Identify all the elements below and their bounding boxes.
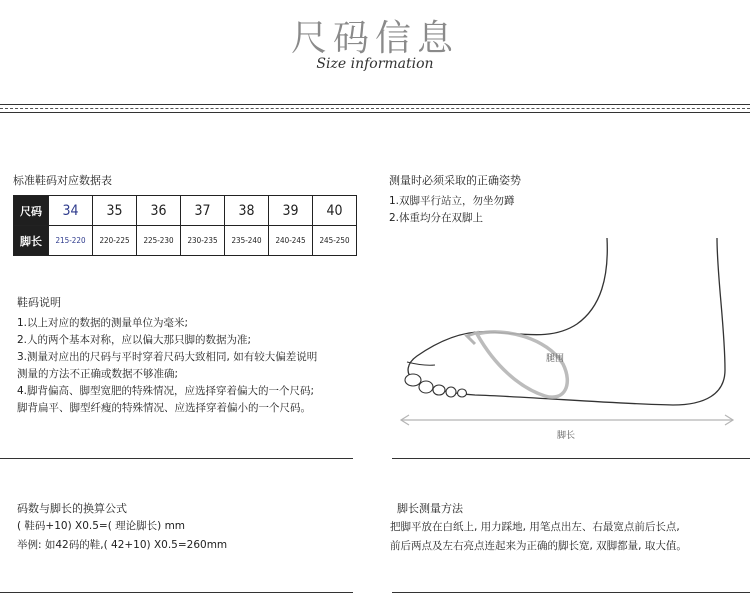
length-row [14, 226, 357, 256]
size-cell: 39 [269, 196, 313, 226]
page-title: 尺码信息 [290, 18, 459, 59]
divider-left-bottom [0, 592, 353, 593]
notes-line: 脚背扁平、脚型纤瘦的特殊情况、应选择穿着偏小的一个尺码。 [17, 402, 311, 414]
page-subtitle: Size information [316, 56, 434, 72]
posture-item: 1.双脚平行站立，勿坐勿蹲 [389, 195, 515, 207]
formula-line: 举例: 如42码的鞋,( 42+10) X0.5=260mm [17, 539, 228, 551]
method-line: 前后两点及左右亮点连起来为正确的脚长宽, 双脚都量, 取大值。 [390, 540, 687, 552]
size-table-title: 标准鞋码对应数据表 [13, 174, 112, 187]
formula-title: 码数与脚长的换算公式 [17, 502, 127, 515]
length-label: 脚长 [557, 431, 576, 441]
length-cell: 240-245 [269, 226, 313, 256]
size-cell: 34 [49, 196, 93, 226]
length-cell: 220-225 [93, 226, 137, 256]
method-title: 脚长测量方法 [397, 502, 463, 515]
notes-line: 测量的方法不正确或数据不够准确; [17, 368, 179, 380]
size-cell: 38 [225, 196, 269, 226]
formula-line: ( 鞋码+10) X0.5=( 理论脚长) mm [17, 520, 186, 532]
length-cell: 230-235 [181, 226, 225, 256]
notes-line: 1.以上对应的数据的测量单位为毫米; [17, 317, 189, 329]
size-row-label: 尺码 [14, 196, 49, 226]
toe [458, 389, 467, 397]
header-divider-top [0, 104, 750, 105]
posture-item: 2.体重均分在双脚上 [389, 212, 484, 224]
size-cell: 36 [137, 196, 181, 226]
girth-loop [477, 332, 567, 397]
header-divider-bottom [0, 112, 750, 113]
toe [433, 385, 445, 395]
girth-label: 腿围 [546, 354, 565, 364]
toe-line [407, 362, 435, 365]
notes-title: 鞋码说明 [17, 296, 61, 309]
posture-title: 测量时必须采取的正确姿势 [389, 174, 521, 187]
girth-arrow [467, 332, 479, 344]
size-row [14, 196, 357, 226]
length-cell: 215-220 [49, 226, 93, 256]
divider-right-mid [392, 458, 750, 459]
toe [446, 387, 456, 397]
divider-left-mid [0, 458, 353, 459]
size-cell: 40 [313, 196, 357, 226]
length-cell: 235-240 [225, 226, 269, 256]
foot-diagram [395, 232, 740, 447]
size-cell: 37 [181, 196, 225, 226]
method-line: 把脚平放在白纸上, 用力踩地, 用笔点出左、右最宽点前后长点, [390, 521, 680, 533]
toe [419, 381, 433, 393]
size-cell: 35 [93, 196, 137, 226]
notes-line: 2.人的两个基本对称，应以偏大那只脚的数据为准; [17, 334, 252, 346]
size-table [13, 195, 357, 256]
length-cell: 245-250 [313, 226, 357, 256]
toe [405, 374, 421, 386]
length-row-label: 脚长 [14, 226, 49, 256]
header-divider-dashed [0, 108, 750, 109]
divider-right-bottom [392, 592, 750, 593]
notes-line: 4.脚背偏高、脚型宽肥的特殊情况，应选择穿着偏大的一个尺码; [17, 385, 315, 397]
notes-line: 3.测量对应出的尺码与平时穿着尺码大致相同, 如有较大偏差说明 [17, 351, 318, 363]
length-cell: 225-230 [137, 226, 181, 256]
